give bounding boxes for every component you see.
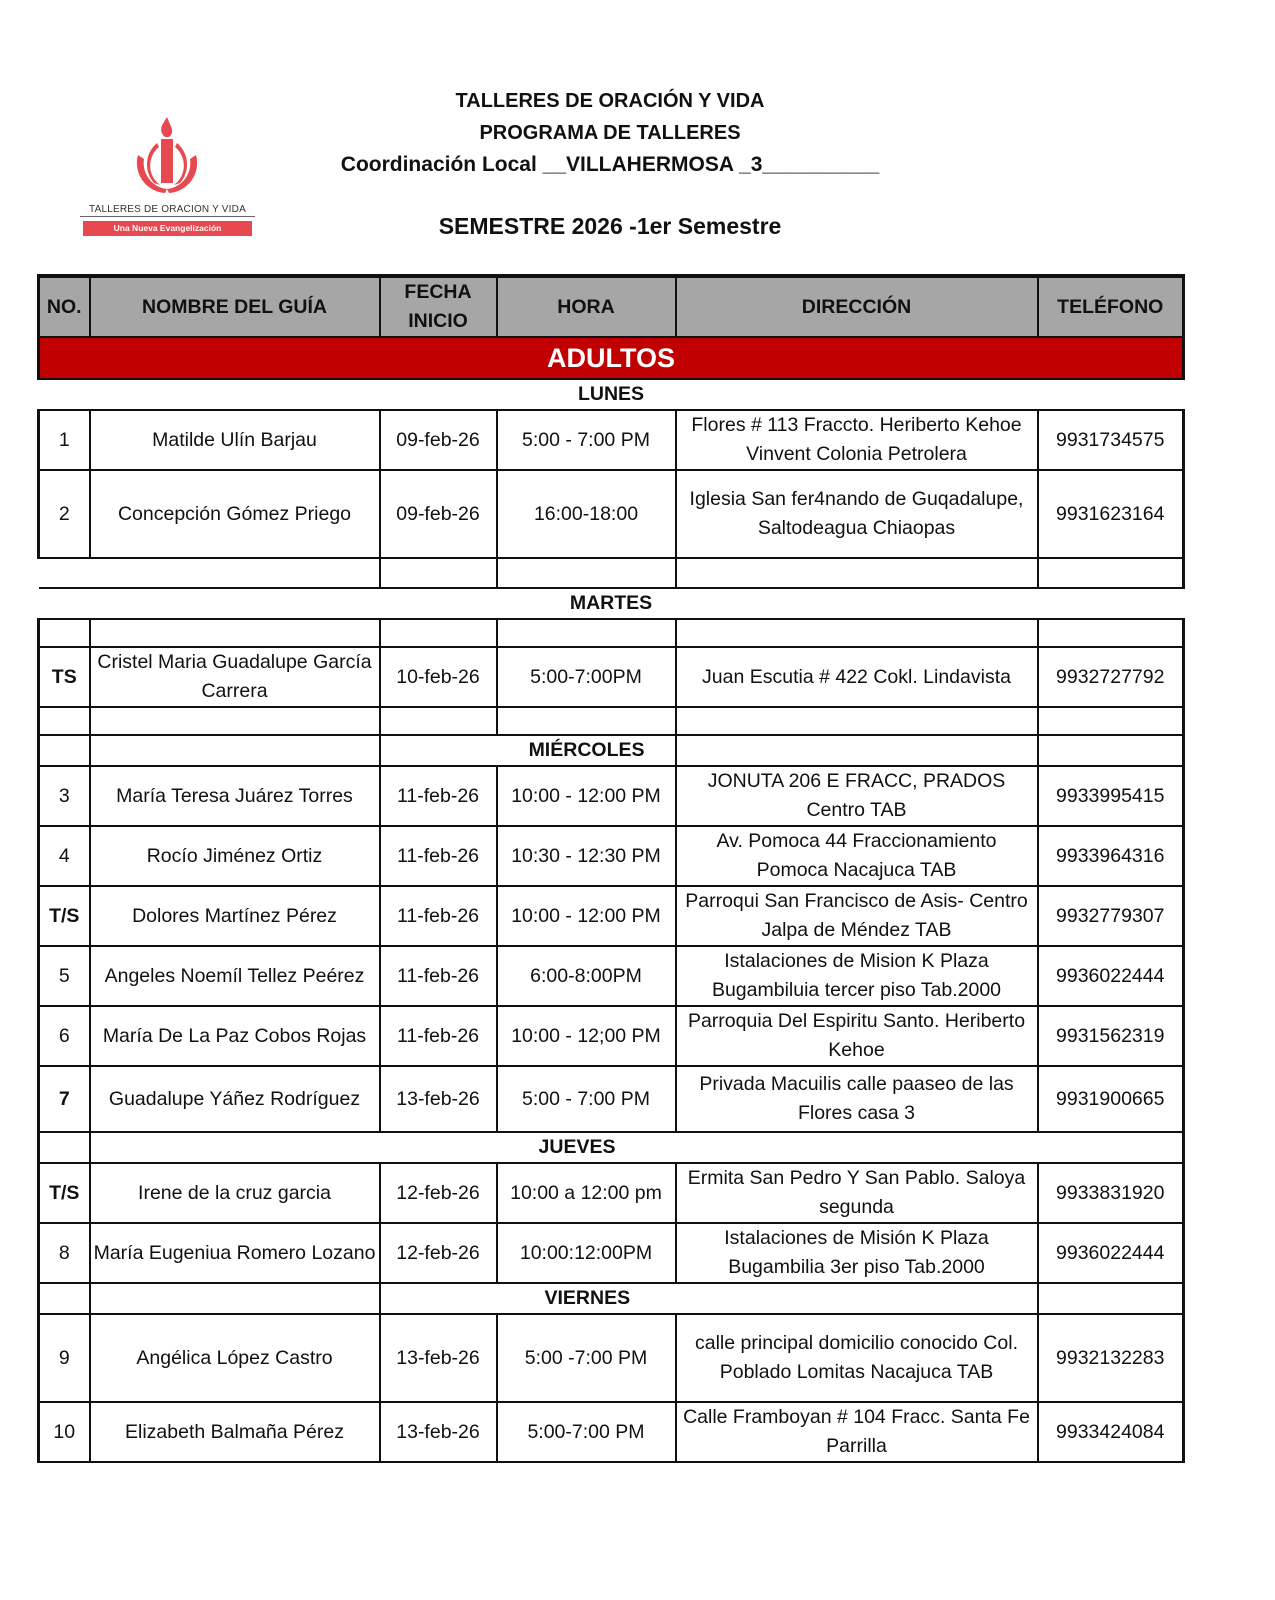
cell-time: 10:00:12:00PM [497, 1223, 676, 1283]
cell-time: 10:00 - 12:00 PM [497, 766, 676, 826]
empty-cell [39, 1283, 90, 1314]
empty-cell [90, 707, 380, 735]
cell-phone: 9932132283 [1038, 1314, 1184, 1402]
table-row [39, 1402, 1184, 1462]
cell-date: 11-feb-26 [380, 886, 497, 946]
cell-address: Istalaciones de Mision K Plaza Bugambiluia tercer piso Tab.2000 [676, 946, 1038, 1006]
day-row-martes [39, 588, 1184, 619]
cell-phone: 9932779307 [1038, 886, 1184, 946]
section-adultos: ADULTOS [39, 337, 1184, 379]
empty-cell [1038, 619, 1184, 647]
empty-cell [676, 707, 1038, 735]
empty-cell [1038, 1283, 1184, 1314]
document-subtitle: PROGRAMA DE TALLERES [479, 122, 741, 144]
empty-cell [90, 619, 380, 647]
empty-cell [676, 558, 1038, 588]
table-row [39, 1314, 1184, 1402]
cell-no: 7 [39, 1066, 90, 1132]
cell-address: Istalaciones de Misión K Plaza Bugambilia 3er piso Tab.2000 [676, 1223, 1038, 1283]
cell-date: 11-feb-26 [380, 766, 497, 826]
cell-time: 5:00 - 7:00 PM [497, 410, 676, 470]
day-row-miercoles [39, 735, 1184, 766]
cell-address: Parroqui San Francisco de Asis- Centro Jalpa de Méndez TAB [676, 886, 1038, 946]
empty-row [39, 619, 1184, 647]
table-header-row [39, 276, 1184, 337]
empty-cell [380, 619, 497, 647]
cell-no: T/S [39, 886, 90, 946]
logo-tagline: Una Nueva Evangelización [83, 221, 252, 236]
cell-address: Parroquia Del Espiritu Santo. Heriberto Kehoe [676, 1006, 1038, 1066]
section-banner-row [39, 337, 1184, 379]
cell-name: Cristel Maria Guadalupe García Carrera [90, 647, 380, 707]
cell-time: 5:00 - 7:00 PM [497, 1066, 676, 1132]
cell-no: 5 [39, 946, 90, 1006]
cell-phone: 9931734575 [1038, 410, 1184, 470]
cell-phone: 9933995415 [1038, 766, 1184, 826]
day-label-jueves: JUEVES [90, 1132, 676, 1163]
empty-cell [380, 558, 497, 588]
empty-cell [90, 1283, 380, 1314]
cell-no: TS [39, 647, 90, 707]
cell-no: 4 [39, 826, 90, 886]
day-label-martes: MARTES [569, 592, 653, 614]
cell-name: María Eugeniua Romero Lozano [90, 1223, 380, 1283]
cell-name: Irene de la cruz garcia [90, 1163, 380, 1223]
cell-name: María Teresa Juárez Torres [90, 766, 380, 826]
empty-cell [39, 1132, 90, 1163]
cell-address: Flores # 113 Fraccto. Heriberto Kehoe Vinvent Colonia Petrolera [676, 410, 1038, 470]
column-header-phone: TELÉFONO [1038, 276, 1184, 337]
column-header-start-date: FECHA INICIO [380, 276, 497, 337]
cell-name: Elizabeth Balmaña Pérez [90, 1402, 380, 1462]
cell-time: 5:00-7:00PM [497, 647, 676, 707]
table-row [39, 647, 1184, 707]
cell-time: 5:00 -7:00 PM [497, 1314, 676, 1402]
cell-no: 1 [39, 410, 90, 470]
cell-time: 6:00-8:00PM [497, 946, 676, 1006]
cell-date: 11-feb-26 [380, 1006, 497, 1066]
table-row [39, 946, 1184, 1006]
cell-phone: 9931900665 [1038, 1066, 1184, 1132]
cell-phone: 9932727792 [1038, 647, 1184, 707]
cell-name: Dolores Martínez Pérez [90, 886, 380, 946]
column-header-no: NO. [39, 276, 90, 337]
cell-no: 3 [39, 766, 90, 826]
cell-date: 13-feb-26 [380, 1314, 497, 1402]
candle-flame-icon [132, 115, 202, 195]
organization-logo [80, 115, 255, 240]
cell-date: 13-feb-26 [380, 1402, 497, 1462]
cell-address: Ermita San Pedro Y San Pablo. Saloya segunda [676, 1163, 1038, 1223]
cell-date: 12-feb-26 [380, 1163, 497, 1223]
semester-title: SEMESTRE 2026 -1er Semestre [438, 213, 782, 239]
cell-date: 11-feb-26 [380, 826, 497, 886]
cell-phone: 9933424084 [1038, 1402, 1184, 1462]
day-row-viernes [39, 1283, 1184, 1314]
table-row [39, 470, 1184, 558]
empty-cell [39, 619, 90, 647]
cell-phone: 9931562319 [1038, 1006, 1184, 1066]
cell-phone: 9933831920 [1038, 1163, 1184, 1223]
cell-time: 10:30 - 12:30 PM [497, 826, 676, 886]
cell-name: Angeles Noemíl Tellez Peérez [90, 946, 380, 1006]
empty-cell [676, 1132, 1038, 1163]
empty-row [39, 558, 1184, 588]
table-row [39, 1163, 1184, 1223]
cell-date: 11-feb-26 [380, 946, 497, 1006]
cell-address: calle principal domicilio conocido Col. Poblado Lomitas Nacajuca TAB [676, 1314, 1038, 1402]
empty-cell [1038, 1132, 1184, 1163]
cell-name: Guadalupe Yáñez Rodríguez [90, 1066, 380, 1132]
cell-no: 10 [39, 1402, 90, 1462]
cell-time: 16:00-18:00 [497, 470, 676, 558]
empty-cell [90, 735, 380, 766]
cell-address: Privada Macuilis calle paaseo de las Flores casa 3 [676, 1066, 1038, 1132]
cell-date: 13-feb-26 [380, 1066, 497, 1132]
empty-cell [497, 558, 676, 588]
day-row-lunes [39, 379, 1184, 410]
cell-name: Concepción Gómez Priego [90, 470, 380, 558]
table-row [39, 1066, 1184, 1132]
cell-name: Rocío Jiménez Ortiz [90, 826, 380, 886]
coordination-line: Coordinación Local __VILLAHERMOSA _3__________ [340, 153, 880, 176]
day-label-miercoles: MIÉRCOLES [380, 735, 676, 766]
table-row [39, 1223, 1184, 1283]
logo-title: TALLERES DE ORACION Y VIDA [80, 204, 255, 217]
cell-address: Iglesia San fer4nando de Guqadalupe, Saltodeagua Chiaopas [676, 470, 1038, 558]
cell-time: 10:00 - 12:00 PM [497, 886, 676, 946]
cell-phone: 9933964316 [1038, 826, 1184, 886]
cell-no: 2 [39, 470, 90, 558]
column-header-address: DIRECCIÓN [676, 276, 1038, 337]
cell-address: Calle Framboyan # 104 Fracc. Santa Fe Parrilla [676, 1402, 1038, 1462]
document-title: TALLERES DE ORACIÓN Y VIDA [455, 90, 765, 112]
table-row [39, 826, 1184, 886]
cell-phone: 9931623164 [1038, 470, 1184, 558]
empty-cell [497, 619, 676, 647]
cell-phone: 9936022444 [1038, 946, 1184, 1006]
table-row [39, 886, 1184, 946]
cell-no: 9 [39, 1314, 90, 1402]
cell-no: 6 [39, 1006, 90, 1066]
column-header-name: NOMBRE DEL GUÍA [90, 276, 380, 337]
cell-date: 09-feb-26 [380, 470, 497, 558]
table-row [39, 1006, 1184, 1066]
empty-cell [1038, 558, 1184, 588]
cell-phone: 9936022444 [1038, 1223, 1184, 1283]
cell-time: 10:00 - 12;00 PM [497, 1006, 676, 1066]
empty-row [39, 707, 1184, 735]
cell-address: Juan Escutia # 422 Cokl. Lindavista [676, 647, 1038, 707]
cell-name: Matilde Ulín Barjau [90, 410, 380, 470]
cell-time: 5:00-7:00 PM [497, 1402, 676, 1462]
cell-no: T/S [39, 1163, 90, 1223]
cell-address: Av. Pomoca 44 Fraccionamiento Pomoca Nacajuca TAB [676, 826, 1038, 886]
cell-date: 09-feb-26 [380, 410, 497, 470]
cell-time: 10:00 a 12:00 pm [497, 1163, 676, 1223]
cell-address: JONUTA 206 E FRACC, PRADOS Centro TAB [676, 766, 1038, 826]
table-row [39, 766, 1184, 826]
cell-no: 8 [39, 1223, 90, 1283]
empty-cell [497, 707, 676, 735]
cell-date: 10-feb-26 [380, 647, 497, 707]
empty-cell [1038, 707, 1184, 735]
empty-cell [39, 735, 90, 766]
empty-cell [39, 707, 90, 735]
empty-cell [676, 735, 1038, 766]
empty-cell [39, 558, 380, 588]
day-label-viernes: VIERNES [380, 1283, 1038, 1314]
cell-date: 12-feb-26 [380, 1223, 497, 1283]
day-label-lunes: LUNES [577, 383, 645, 405]
column-header-time: HORA [497, 276, 676, 337]
day-row-jueves [39, 1132, 1184, 1163]
cell-name: Angélica López Castro [90, 1314, 380, 1402]
table-row [39, 410, 1184, 470]
empty-cell [1038, 735, 1184, 766]
empty-cell [676, 619, 1038, 647]
empty-cell [380, 707, 497, 735]
schedule-table [37, 274, 1185, 1463]
cell-name: María De La Paz Cobos Rojas [90, 1006, 380, 1066]
